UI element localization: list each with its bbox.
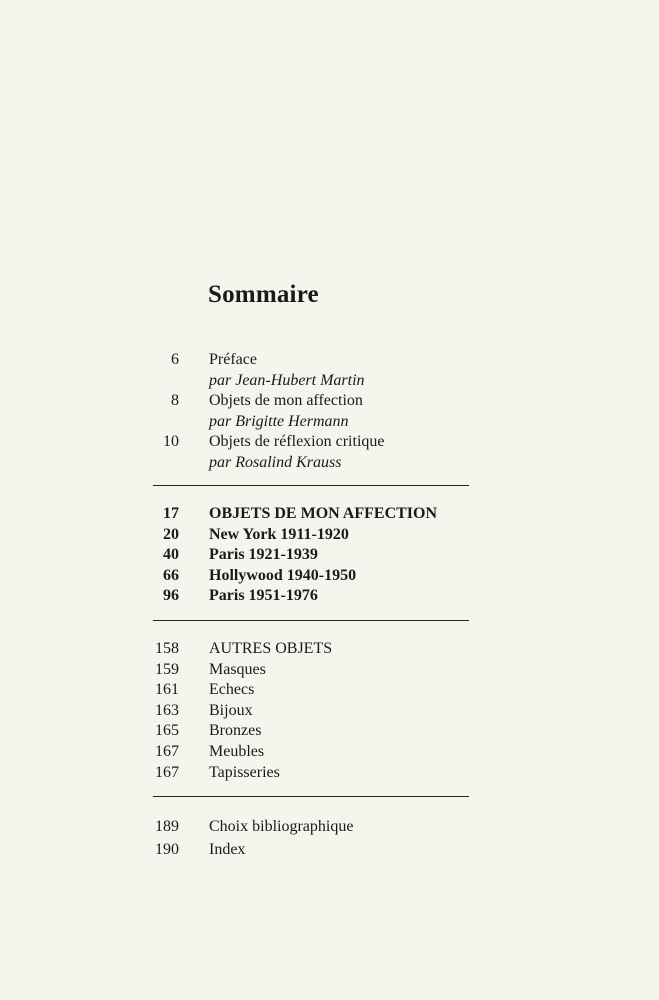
toc-page-number: 8 (171, 392, 179, 410)
toc-entry (0, 701, 659, 722)
toc-entry-label: Paris 1951-1976 (209, 587, 318, 605)
toc-entry-label: Hollywood 1940-1950 (209, 566, 357, 584)
toc-page-number: 40 (163, 546, 179, 564)
toc-page-number: 66 (163, 566, 179, 584)
toc-page-number: 167 (155, 763, 179, 781)
section-divider (153, 620, 469, 621)
toc-page-number: 10 (163, 433, 179, 451)
toc-entry (0, 660, 659, 681)
toc-page-number: 167 (155, 742, 179, 760)
toc-entry-author: par Rosalind Krauss (209, 453, 342, 471)
toc-page-number: 17 (163, 505, 179, 522)
toc-entry-label: Index (209, 841, 246, 858)
toc-page-number: 165 (155, 722, 179, 740)
toc-entry (0, 525, 659, 546)
toc-entry (0, 545, 659, 566)
toc-entry-label: Echecs (209, 681, 255, 699)
toc-page-number: 6 (171, 351, 179, 368)
toc-entry-label: Tapisseries (209, 763, 280, 781)
toc-entry (0, 721, 659, 742)
toc-entry-author: par Jean-Hubert Martin (209, 371, 365, 389)
toc-page-number: 96 (163, 587, 179, 605)
toc-page-number: 163 (155, 701, 179, 719)
toc-entry (0, 586, 659, 607)
section-divider (153, 796, 469, 797)
toc-entry-label: Bijoux (209, 701, 253, 719)
toc-entry-label: Choix bibliographique (209, 818, 354, 835)
toc-entry (0, 763, 659, 784)
toc-entry (0, 566, 659, 587)
toc-entry-author-line (0, 453, 659, 474)
toc-entry-label: Bronzes (209, 722, 262, 740)
page-title: Sommaire (208, 281, 319, 308)
toc-entry-author: par Brigitte Hermann (209, 412, 349, 430)
toc-entry-label: Préface (209, 351, 257, 368)
toc-entry-author-line (0, 412, 659, 433)
preface-section (0, 350, 659, 474)
toc-entry-label: New York 1911-1920 (209, 525, 349, 543)
toc-page-number: 20 (163, 525, 179, 543)
toc-entry (0, 391, 659, 412)
toc-entry-author-line (0, 371, 659, 392)
toc-entry-label: Paris 1921-1939 (209, 546, 318, 564)
toc-entry (0, 742, 659, 763)
toc-entry (0, 815, 659, 838)
back-matter-section (0, 815, 659, 861)
toc-page-number: 190 (155, 841, 179, 858)
toc-entry-label: AUTRES OBJETS (209, 640, 333, 657)
toc-entry (0, 639, 659, 660)
toc-entry (0, 350, 659, 371)
toc-entry-label: Masques (209, 660, 266, 678)
toc-entry (0, 680, 659, 701)
toc-entry (0, 432, 659, 453)
toc-entry-label: Objets de réflexion critique (209, 433, 385, 451)
toc-page-number: 158 (155, 640, 179, 657)
toc-entry-label: Meubles (209, 742, 265, 760)
autres-section (0, 639, 659, 783)
toc-page-number: 159 (155, 660, 179, 678)
section-divider (153, 485, 469, 486)
toc-page-number: 161 (155, 681, 179, 699)
affection-section (0, 504, 659, 607)
toc-entry (0, 504, 659, 525)
toc-page-number: 189 (155, 818, 179, 835)
toc-entry-label: OBJETS DE MON AFFECTION (209, 505, 438, 522)
toc-entry (0, 838, 659, 861)
toc-entry-label: Objets de mon affection (209, 392, 363, 410)
